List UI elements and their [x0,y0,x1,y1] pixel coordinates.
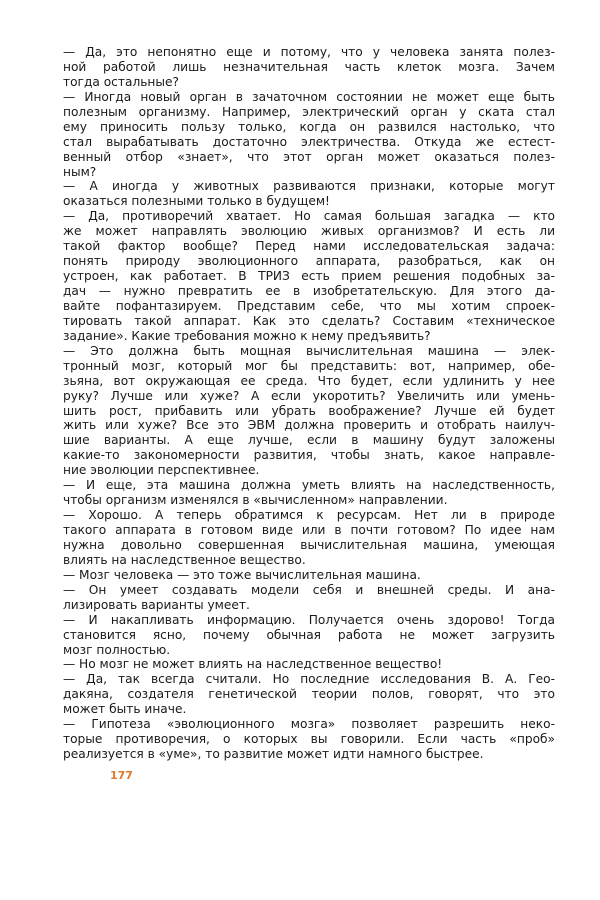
text-line: — Иногда новый орган в зачаточном состоянии не может еще быть [63,89,555,104]
text-line: — И накапливать информацию. Получается очень здорово! Тогда [63,612,555,627]
text-line: такой фактор вообще? Перед нами исследовательская задача: [63,239,555,254]
text-line: же может направлять эволюцию живых организмов? И есть ли [63,224,555,239]
text-line: — Да, противоречий хватает. Но самая большая загадка — кто [63,209,555,224]
paragraph [63,209,555,343]
paragraph [63,45,555,90]
text-line: вайте пофантазируем. Представим себе, что мы хотим спроек- [63,298,555,313]
paragraph [63,568,555,583]
text-line: — Хорошо. А теперь обратимся к ресурсам. Нет ли в природе [63,508,555,523]
text-line: оказаться полезными только в будущем! [63,194,330,209]
text-line: ему приносить пользу только, когда он развился настолько, что [63,119,555,134]
text-line: — Да, так всегда считали. Но последние исследования В. А. Гео- [63,672,555,687]
page-body-text [63,45,555,762]
paragraph [63,90,555,180]
text-line: ным? [63,164,97,179]
text-line: шить рост, прибавить или убрать воображение? Лучше ей будет [63,403,555,418]
paragraph [63,508,555,568]
text-line: дакяна, создателя генетической теории полов, говорят, что это [63,687,555,702]
paragraph [63,478,555,508]
text-line: может быть иначе. [63,702,187,717]
text-line: венный отбор «знает», что этот орган может оказаться полез- [63,149,555,164]
text-line: зьяна, вот окружающая ее среда. Что будет, если удлинить у нее [63,373,555,388]
paragraph [63,583,555,613]
text-line: — Да, это непонятно еще и потому, что у человека занята полез- [63,45,555,59]
text-line: полезным организму. Например, электрический орган у ската стал [63,104,555,119]
text-line: какие-то закономерности развития, чтобы знать, какое направле- [63,448,555,463]
page-number: 177 [110,769,133,782]
text-line: — Он умеет создавать модели себя и внешней среды. И ана- [63,582,555,597]
text-line: ной работой лишь незначительная часть клеток мозга. Зачем [63,59,555,74]
text-line: лизировать варианты умеет. [63,597,250,612]
text-line: — А иногда у животных развиваются признаки, которые могут [63,179,555,194]
text-line: мозг полностью. [63,642,171,657]
text-line: — И еще, эта машина должна уметь влиять на наследственность, [63,478,555,493]
text-line: реализуется в «уме», то развитие может идти намного быстрее. [63,747,484,762]
text-line: стал вырабатывать достаточно электричества. Откуда же естест- [63,134,555,149]
text-line: торые противоречия, о которых вы говорили. Если часть «проб» [63,732,555,747]
text-line: — Это должна быть мощная вычислительная машина — элек- [63,343,555,358]
text-line: влиять на наследственное вещество. [63,552,306,567]
paragraph [63,344,555,478]
paragraph [63,672,555,717]
text-line: тировать такой аппарат. Как это сделать? Составим «техническое [63,313,555,328]
paragraph [63,717,555,762]
text-line: шие варианты. А еще лучше, если в машину будут заложены [63,433,555,448]
text-line: становится ясно, почему обычная работа не может загрузить [63,627,555,642]
paragraph [63,613,555,658]
text-line: ние эволюции перспективнее. [63,463,260,478]
text-line: жить или хуже? Все это ЭВМ должна проверить и отобрать наилуч- [63,418,555,433]
paragraph [63,179,555,209]
text-line: нужна довольно совершенная вычислительная машина, умеющая [63,537,555,552]
text-line: — Гипотеза «эволюционного мозга» позволяет разрешить неко- [63,717,555,732]
text-line: чтобы организм изменялся в «вычисленном» направлении. [63,493,448,508]
text-line: задание». Какие требования можно к нему предъявить? [63,328,431,343]
text-line: — Но мозг не может влиять на наследственное вещество! [63,657,443,672]
text-line: понять природу эволюционного аппарата, разобраться, как он [63,254,555,269]
text-line: тогда остальные? [63,74,179,89]
text-line: тронный мозг, который мог бы представить: вот, например, обе- [63,358,555,373]
text-line: дач — нужно превратить ее в изобретательскую. Для этого да- [63,284,555,298]
paragraph [63,657,555,672]
text-line: руку? Лучше или хуже? А если укоротить? Увеличить или умень- [63,388,555,403]
text-line: — Мозг человека — это тоже вычислительная машина. [63,567,421,582]
text-line: устроен, как работает. В ТРИЗ есть прием решения подобных за- [63,269,555,284]
text-line: такого аппарата в готовом виде или в почти готовом? По идее нам [63,523,555,537]
